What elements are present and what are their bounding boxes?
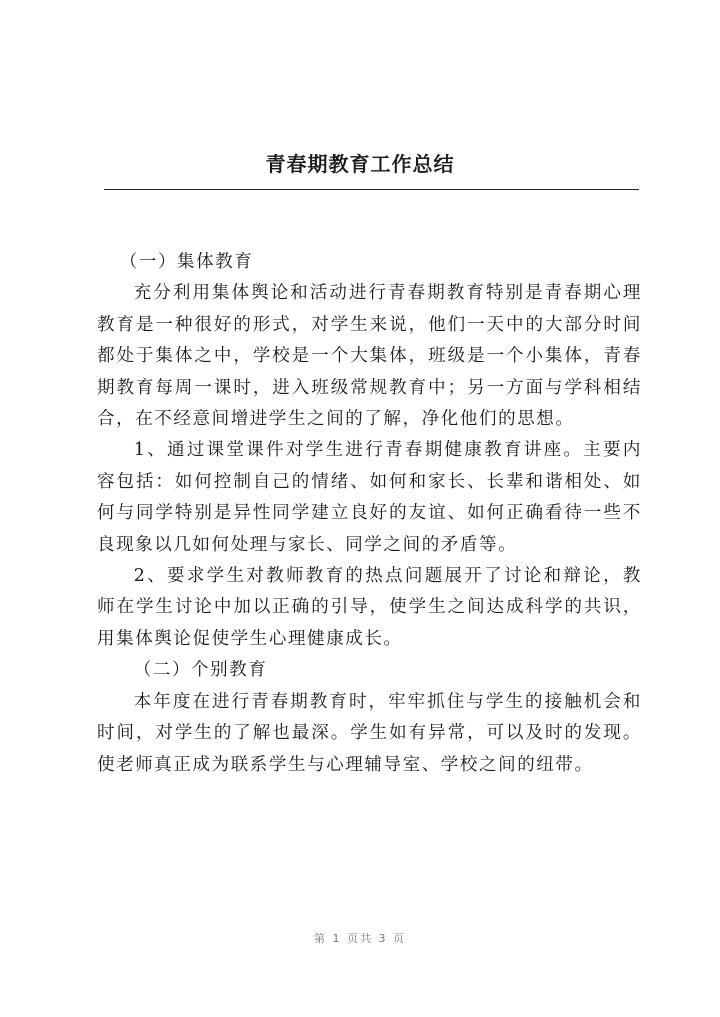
title-divider <box>104 189 639 190</box>
paragraph-individual: 本年度在进行青春期教育时，牢牢抓住与学生的接触机会和时间，对学生的了解也最深。学生如有异常，可以及时的发现。使老师真正成为联系学生与心理辅导室、学校之间的纽带。 <box>97 691 642 775</box>
page-footer: 第 1 页共 3 页 <box>314 932 406 945</box>
section-heading-collective: （一）集体教育 <box>119 252 254 272</box>
section-heading-individual: （二）个别教育 <box>133 660 268 681</box>
paragraph-item-2: 2、要求学生对教师教育的热点问题展开了讨论和辩论，教师在学生讨论中加以正确的引导，使学生之间达成科学的共识，用集体舆论促使学生心理健康成长。 <box>97 566 642 649</box>
document-body <box>97 247 642 781</box>
document-title: 青春期教育工作总结 <box>265 152 455 176</box>
paragraph-item-1: 1、通过课堂课件对学生进行青春期健康教育讲座。主要内容包括：如何控制自己的情绪、如何和家长、长辈和谐相处、如何与同学特别是异性同学建立良好的友谊、如何正确看待一些不良现象以几如何处理与家长、同学之间的矛盾等。 <box>97 440 642 555</box>
paragraph-collective-intro: 充分利用集体舆论和活动进行青春期教育特别是青春期心理教育是一种很好的形式，对学生来说，他们一天中的大部分时间都处于集体之中，学校是一个大集体，班级是一个小集体，青春期教育每周一课时，进入班级常规教育中；另一方面与学科相结合，在不经意间增进学生之间的了解，净化他们的思想。 <box>97 283 642 430</box>
